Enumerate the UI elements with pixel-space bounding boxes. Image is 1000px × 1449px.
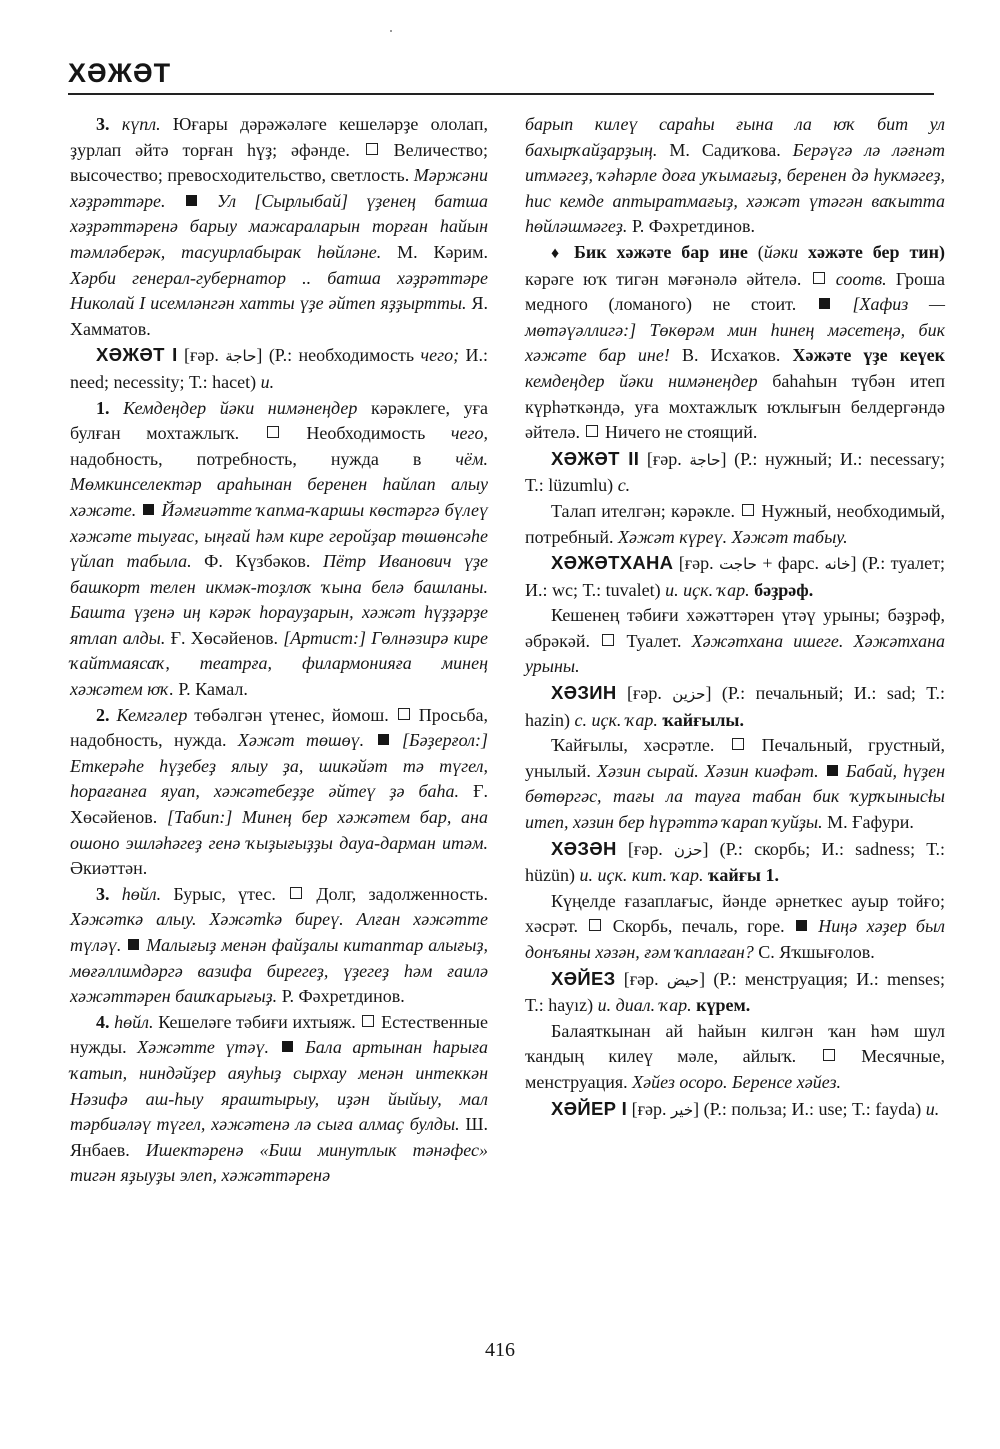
dictionary-paragraph [525, 1019, 945, 1096]
entry-text: Хәжәткә алыу. Хәжәтkә биреү. Алған хәжәтте түләү. [70, 909, 488, 955]
entry-text: Величество; высочество; превосходительство, светлость. [70, 139, 488, 186]
dictionary-paragraph [525, 680, 945, 733]
entry-text: [ғәр. [615, 968, 667, 989]
entry-text [827, 269, 836, 289]
dictionary-paragraph [525, 733, 945, 835]
entry-text: Хәйез осоро. Беренсе хәйез. [632, 1071, 841, 1092]
entry-text: Мөмкинселектәр араһынан беренен һайлап алыу хәжәте. [70, 474, 488, 520]
russian-translation-marker-icon [366, 143, 378, 155]
dictionary-paragraph [525, 1096, 945, 1124]
entry-text: бәҙрәф. [754, 579, 814, 600]
example-marker-icon [143, 504, 154, 515]
entry-text: чём. [455, 448, 488, 469]
example-marker-icon [796, 920, 807, 931]
arabic-etymon: حيض [666, 970, 700, 989]
arabic-etymon: خير [671, 1100, 694, 1119]
example-marker-icon [819, 298, 830, 309]
entry-text: с. иҫк. ҡар. [574, 709, 658, 730]
arabic-etymon: حزن [673, 840, 703, 859]
entry-text: [ғәр. [616, 838, 674, 859]
dictionary-paragraph [525, 966, 945, 1019]
dictionary-paragraph [525, 889, 945, 966]
headword: ХӘЖӘТ II [551, 447, 640, 469]
entry-text: [ғәр. [673, 553, 720, 574]
entry-text: Просьба, надобность, нужда. [70, 704, 488, 751]
entry-text: Туалет. [616, 630, 692, 651]
entry-text: ҡайғы 1. [708, 865, 779, 886]
entry-text: Пётр Иванович үҙе башкорт телен икмәк-тоҙлоҡ ҡына белә башланы. Башта үҙенә иң кәрәк һорауҙарын, хәжәт һүҙҙәрҙе ятлап алды. [70, 551, 488, 648]
entry-text: күрем. [696, 995, 751, 1016]
entry-text [269, 1037, 280, 1057]
dictionary-paragraph [70, 112, 488, 342]
entry-text: ҡайғылы. [662, 709, 744, 730]
headword: ХӘЖӘТ I [96, 344, 178, 366]
arabic-etymon: حاجة [225, 347, 257, 366]
entry-text: ] (Р.: нужный; И.: necessary; Т.: lüzumlu) [525, 448, 946, 496]
page-number: 416 [485, 1339, 515, 1361]
entry-text: Ғ. Хөсәйенов. [70, 781, 488, 828]
entry-text: Я. Хамматов. [70, 293, 488, 339]
entry-text: Бик хәжәте бар ине [573, 241, 748, 262]
entry-text: Ничего не стоящий. [600, 422, 758, 443]
right-column [525, 112, 945, 1123]
example-marker-icon [128, 939, 139, 950]
arabic-etymon: حاجة [689, 450, 721, 469]
entry-text: Долг, задолженность. [304, 883, 489, 904]
entry-text: соотв. [835, 268, 887, 289]
entry-text: 3. [96, 114, 122, 134]
entry-text: Р. Фәхретдинов. [627, 216, 755, 237]
entry-text: Бабай, һүҙен бөтөргәс, тағы ла тауға табан бик ҡурҡынысłы итеп, хәзин бер һүрәттә ҡарап ҡуйҙы. [525, 760, 946, 833]
entry-text: кәрәге юҡ тигән мәғәнәлә әйтелә. [525, 268, 811, 289]
dictionary-paragraph [525, 550, 945, 603]
entry-text: Гроша медного (ломаного) не стоит. [525, 268, 946, 315]
arabic-etymon: حاجت [719, 555, 757, 574]
entry-text: и. [260, 371, 275, 392]
entry-text: чего; [420, 345, 460, 366]
entry-text: Печальный, грустный, унылый. [525, 735, 945, 781]
dictionary-paragraph [70, 882, 488, 1010]
entry-text: ] (Р.: туалет; И.: wc; Т.: tuvalet) [525, 553, 945, 600]
entry-text [798, 242, 808, 262]
russian-translation-marker-icon [742, 504, 754, 516]
russian-translation-marker-icon [290, 887, 302, 899]
entry-text: Ул [Сырлыбай] үҙенең батша хәҙрәттәренә барыу мажараларын торған һайын тәмләберәк, тасуирлабырак һөйләне. [70, 190, 489, 262]
entry-text: [ғәр. [627, 1098, 672, 1119]
entry-text: В. Исхаҡов. [669, 345, 793, 366]
entry-text: баһаһын түбән итеп күрһәткәндә, уға мохтажлыҡ юҡлығын белдергәндә әйтелә. [525, 370, 945, 443]
entry-text: + фарс. [756, 553, 825, 574]
dictionary-paragraph [525, 446, 945, 499]
entry-text: Кешенең тәбиғи хәжәттәрен үтәү урыны; бәҙрәф, әбрәкәй. [525, 605, 945, 651]
entry-text: 1. [96, 397, 124, 418]
entry-text: Йәмғиәтте ҡапма-ҡаршы көстәргә бүлеү хәжәте тыуғас, ыңғай һәм кире геройҙар төшөнсәһе үйлап табыла. [70, 499, 489, 572]
example-marker-icon [282, 1041, 293, 1052]
entry-text: 3. [96, 883, 122, 904]
headword: ХӘЙЕР I [551, 1097, 628, 1119]
entry-text [364, 730, 375, 750]
entry-text: [Табип:] Минең бер хәжәтем бар, ана ошоно эшләһәгеҙ генә ҡыҙығыҙҙы дауа-дарман итәм. [70, 807, 488, 853]
entry-text: ] (Р.: печальный; И.: sad; Т.: hazin) [525, 683, 945, 730]
example-marker-icon [827, 765, 838, 776]
russian-translation-marker-icon [398, 708, 410, 720]
running-head: ХӘЖӘТ [68, 58, 172, 88]
dictionary-paragraph [525, 603, 945, 680]
headword: ХӘЙЕЗ [551, 967, 616, 989]
entry-text: Хәжәт күреү. Хәжәт табыу. [618, 526, 848, 547]
entry-text: [Хафиз — мөтәүәллигә:] Төкөрәм мин һинең мәсетеңә, бик хәжәте бар ине! [525, 294, 945, 366]
entry-text: һөйл. [114, 1011, 154, 1032]
dictionary-paragraph [70, 396, 488, 703]
entry-text: барып килеү сараһы ғына ла юҡ бит ул бахырҡайҙарҙың. [525, 114, 945, 160]
entry-text: с. [617, 475, 631, 496]
entry-text: төбәлгән үтенес, йомош. [187, 704, 396, 725]
entry-text: Ҡайғылы, хәсрәтле. [551, 735, 731, 756]
entry-text: Кемгәлер [116, 704, 188, 725]
left-column [70, 112, 488, 1189]
russian-translation-marker-icon [362, 1015, 374, 1027]
entry-text: М. Садиҡова. [657, 139, 793, 160]
entry-text: Хәзин сырай. Хәзин киәфәт. [597, 760, 819, 781]
entry-text: М. Кәрим. [381, 241, 488, 262]
entry-text: Малығыҙ менән файҙалы китаптар алығыҙ, мөғәллимдәргә вазифа бирегеҙ, үҙегеҙ һәм ғаилә хәжәттәрен башҡарығыҙ. [70, 935, 489, 1007]
entry-text: Хәрби генерал-губернатор .. батша хәҙрәттәре Николай I исемләнгән хатты үҙе әйтеп яҙҙыртты. [70, 267, 488, 314]
entry-text: Ғ. Хөсәйенов. [165, 627, 284, 648]
headword: ХӘЗӘН [551, 837, 617, 859]
russian-translation-marker-icon [732, 738, 744, 750]
dictionary-paragraph [70, 342, 488, 395]
arabic-etymon: حزين [672, 685, 706, 704]
russian-translation-marker-icon [813, 272, 825, 284]
entry-text: хәжәте бер тин) [808, 241, 946, 262]
entry-text: кемдеңдер йәки нимәнеңдер [525, 370, 758, 391]
entry-text: Хәжәте үҙе кеүек [792, 345, 946, 366]
dictionary-paragraph [525, 112, 945, 240]
entry-text: Ишектәренә «Биш минутлык тәнәфес» тигән яҙыуҙы элеп, хәжәттәренә [70, 1139, 488, 1186]
entry-text: Р. Фәхретдинов. [277, 986, 405, 1007]
dictionary-paragraph [70, 1010, 488, 1189]
entry-text: Естественные нужды. [70, 1011, 489, 1058]
entry-text: Берәүгә лә ләғнәт итмәгеҙ, ҡәһәрле доға уҡымағыҙ, беренен дә һукмәгеҙ, һис кемде аптыратмағыҙ, хәжәт үтәгән ваҡытта һөйләшмәгеҙ. [525, 139, 945, 237]
entry-text: Хәжәт төшөү. [237, 730, 365, 751]
entry-text: йәки [763, 241, 799, 262]
entry-text: Бала артынан һарыға ҡатып, ниндәйҙер аяуһыҙ сырхау менән интеккән Нәзифә аш-һыу яраштырыу, иҙән йыйыу, мал тәрбиәләү түгел, хәжәтенә лә сыға алмаҫ булды. [70, 1037, 488, 1135]
entry-text: һөйл. [121, 883, 162, 904]
russian-translation-marker-icon [267, 426, 279, 438]
entry-text: [ғәр. [177, 345, 226, 366]
entry-text: [ғәр. [639, 448, 690, 469]
entry-text: и. [925, 1098, 940, 1119]
entry-text: Әкиәттән. [70, 858, 148, 879]
dictionary-paragraph [525, 240, 945, 446]
entry-text [121, 935, 126, 955]
entry-text: Нужный, необходимый, потребный. [525, 500, 946, 547]
entry-text: Балаяткынан ай һайын килгән ҡан һәм шул ҡандың килеү мәле, айлыҡ. [525, 1020, 945, 1067]
entry-text: Скорбь, печаль, горе. [603, 916, 794, 937]
entry-text: [Артист:] Гөлнәзирә кире ҡайтмаясаҡ, театрға, филармонияға минең хәжәтем юҡ. [70, 627, 488, 700]
entry-text: Кешеләге тәбиғи ихтыяж. [153, 1011, 361, 1032]
entry-text [819, 761, 825, 781]
entry-text: күпл. [121, 114, 161, 134]
entry-text: С. Яҡшығолов. [753, 942, 875, 962]
dictionary-paragraph [70, 703, 488, 882]
dictionary-paragraph [525, 499, 945, 550]
russian-translation-marker-icon [602, 634, 614, 646]
example-marker-icon [378, 734, 389, 745]
entry-text: Хәжәтте үтәү. [137, 1037, 269, 1058]
entry-text: Ш. Янбаев. [70, 1114, 488, 1160]
entry-text [136, 500, 141, 520]
entry-text: и. диал. ҡар. [597, 995, 692, 1016]
russian-translation-marker-icon [589, 919, 601, 931]
entry-text: [Бәҙерғол:] Еткерәһе һүҙебеҙ ялыу ҙа, шикәйәт тә түгел, һорағанға яуап, хәжәтебеҙҙе әйтеү ҙә баһа. [70, 730, 488, 802]
entry-text: надобность, потребность, нужда в [70, 448, 456, 469]
entry-text: Ниңә хәҙер был донъяны хәзән, ғәм ҡаплаған? [525, 916, 946, 962]
headword: ХӘЖӘТХАНА [551, 552, 674, 574]
print-speck [390, 30, 392, 32]
entry-text: кәрәклеге, уға булған мохтажлыҡ. [70, 397, 488, 444]
entry-text: ] (Р.: скорбь; И.: sadness; Т.: hüzün) [525, 838, 945, 886]
entry-text: и. иҫк. кит. ҡар. [579, 865, 704, 886]
headword: ХӘЗИН [551, 682, 617, 704]
entry-text: Месячные, менструация. [525, 1046, 946, 1092]
entry-text: ] (Р.: польза; И.: use; Т.: fayda) [693, 1098, 926, 1119]
entry-text: Мәржәни хәҙрәттәре. [70, 165, 488, 211]
entry-text: ] (Р.: необходимость [256, 345, 421, 366]
entry-text: Р. Камал. [173, 679, 248, 700]
example-marker-icon [186, 195, 197, 206]
entry-text: Необходимость [280, 423, 451, 444]
entry-text: Юғары дәрәжәләге кешеләрҙе ололап, ҙурлап әйтә торған һүҙ; әфәнде. [70, 114, 489, 160]
russian-translation-marker-icon [823, 1049, 835, 1061]
entry-text: М. Ғафури. [822, 812, 914, 833]
entry-text: и. иҫк. ҡар. [665, 579, 750, 600]
entry-text: Бурыс, үтес. [161, 883, 289, 904]
header-rule [68, 93, 934, 95]
entry-text: ( [747, 241, 764, 262]
entry-text: Талап ителгән; кәрәкле. [551, 500, 741, 521]
entry-text: Хәжәтхана ишеге. Хәжәтхана урыны. [525, 630, 945, 677]
entry-text: Кемдеңдер йәки нимәнеңдер [123, 397, 358, 418]
dictionary-paragraph [525, 836, 945, 889]
russian-translation-marker-icon [586, 425, 598, 437]
entry-text: Күңелде ғазаплағыс, йәнде әрнеткес ауыр тойғо; хәсрәт. [525, 890, 945, 937]
entry-text: Ф. Күзбәков. [191, 551, 323, 572]
arabic-etymon: خانه [824, 555, 851, 574]
entry-text: [ғәр. [616, 683, 673, 704]
entry-text: ♦ [551, 244, 574, 262]
entry-text: 4. [96, 1011, 115, 1032]
entry-text [165, 191, 183, 211]
entry-text: 2. [96, 704, 117, 725]
entry-text: И.: need; necessity; Т.: hacet) [70, 345, 489, 392]
entry-text: ] (Р.: менструация; И.: menses; Т.: hayız) [525, 968, 945, 1016]
entry-text: чего, [450, 423, 488, 444]
